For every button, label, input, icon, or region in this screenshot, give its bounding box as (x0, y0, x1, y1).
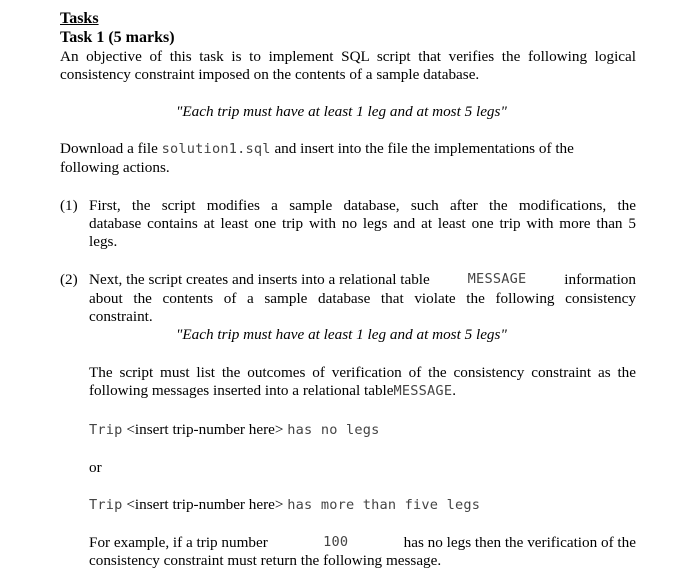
filename-code: solution1.sql (161, 141, 271, 157)
step-2-line-2: about the contents of a sample database that violate the following consistency (89, 290, 636, 307)
outcomes-line-2 (89, 382, 456, 400)
task-heading: Task 1 (5 marks) (60, 29, 175, 46)
example-text-a: For example, if a trip number (89, 534, 268, 551)
download-suffix: and insert into the file the implementations of the (274, 140, 574, 157)
step-2-line-1 (89, 271, 636, 289)
message-template-2 (89, 496, 480, 514)
msg2-trip-code: Trip (89, 497, 123, 513)
message-table-code-2: MESSAGE (393, 383, 453, 399)
example-text-b: has no legs then the verification of the (403, 534, 636, 551)
step-1-line-3: legs. (89, 233, 118, 250)
example-number-code: 100 (323, 534, 349, 550)
constraint-quote: "Each trip must have at least 1 leg and at most 5 legs" (176, 103, 507, 120)
msg2-placeholder: <insert trip-number here> (126, 496, 284, 513)
step-2-line-3: constraint. (89, 308, 153, 325)
outcomes-line-1: The script must list the outcomes of verification of the consistency constraint as the (89, 364, 636, 381)
download-prefix: Download a file (60, 140, 158, 157)
step-2-number: (2) (60, 271, 78, 288)
step-1-line-2: database contains at least one trip with no legs and at least one trip with more than 5 (89, 215, 636, 232)
msg2-suffix-code: has more than five legs (287, 497, 481, 513)
page-title: Tasks (60, 10, 99, 27)
message-template-1 (89, 421, 380, 439)
msg1-placeholder: <insert trip-number here> (126, 421, 284, 438)
example-line-2: consistency constraint must return the following message. (89, 552, 442, 569)
download-line-2: following actions. (60, 159, 170, 176)
intro-line-2: consistency constraint imposed on the contents of a sample database. (60, 66, 480, 83)
msg1-trip-code: Trip (89, 422, 123, 438)
outcomes-period: . (452, 382, 457, 399)
download-line-1 (60, 140, 574, 158)
step-2-text-b: information (564, 271, 636, 288)
outcomes-text-a: following messages inserted into a relational table (89, 382, 394, 399)
intro-line-1: An objective of this task is to implement SQL script that verifies the following logical (60, 48, 636, 65)
step-1-line-1: First, the script modifies a sample database, such after the modifications, the (89, 197, 636, 214)
example-line-1 (89, 534, 636, 552)
step-1-number: (1) (60, 197, 78, 214)
message-table-code: MESSAGE (467, 271, 527, 287)
msg1-suffix-code: has no legs (287, 422, 380, 438)
step-2-text-a: Next, the script creates and inserts into a relational table (89, 271, 430, 288)
step-2-quote: "Each trip must have at least 1 leg and at most 5 legs" (176, 326, 507, 343)
or-text: or (89, 459, 102, 476)
